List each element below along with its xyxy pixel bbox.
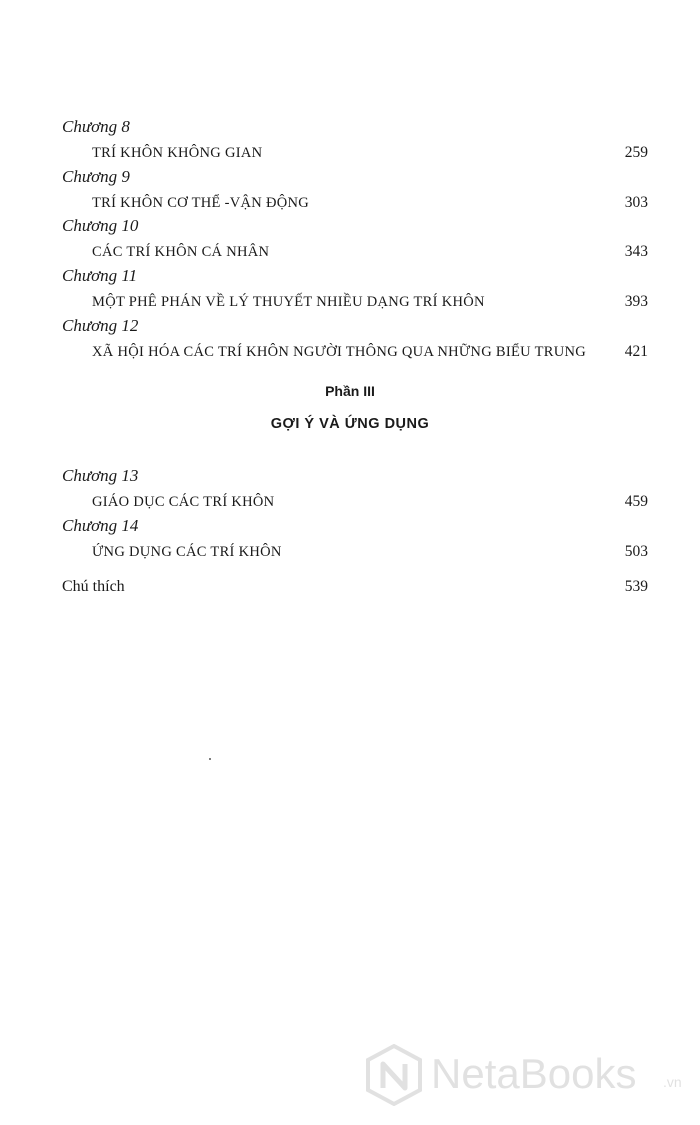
chapter-label: Chương 9 <box>62 167 130 186</box>
chapter-label: Chương 14 <box>62 516 139 535</box>
page-number: 343 <box>624 243 648 260</box>
chapter-label: Chương 10 <box>62 216 139 235</box>
page-number: 259 <box>624 144 648 161</box>
chapter-label: Chương 12 <box>62 316 139 335</box>
page-number: 393 <box>624 293 648 310</box>
toc-entry[interactable] <box>92 143 648 163</box>
toc-entry[interactable] <box>92 242 648 262</box>
netabooks-logo-icon <box>363 1044 425 1106</box>
part-label: Phần III <box>325 383 375 399</box>
notes-title: Chú thích <box>62 578 125 595</box>
watermark-suffix: .vn <box>663 1074 682 1090</box>
chapter-title: XÃ HỘI HÓA CÁC TRÍ KHÔN NGƯỜI THÔNG QUA NHỮNG BIỂU TRUNG <box>92 344 587 360</box>
page-number: 503 <box>624 543 648 560</box>
page-number: 303 <box>624 194 648 211</box>
chapter-label: Chương 13 <box>62 466 139 485</box>
part-title: GỢI Ý VÀ ỨNG DỤNG <box>270 416 430 432</box>
chapter-title: CÁC TRÍ KHÔN CÁ NHÂN <box>92 244 270 260</box>
chapter-label: Chương 8 <box>62 117 130 136</box>
chapter-title: GIÁO DỤC CÁC TRÍ KHÔN <box>92 494 275 510</box>
page-number: 421 <box>624 343 648 360</box>
toc-entry[interactable] <box>92 292 648 312</box>
chapter-label: Chương 11 <box>62 266 138 285</box>
toc-entry[interactable] <box>92 492 648 512</box>
chapter-title: TRÍ KHÔN KHÔNG GIAN <box>92 145 263 161</box>
watermark-brand: NetaBooks <box>431 1050 637 1097</box>
chapter-title: MỘT PHÊ PHÁN VỀ LÝ THUYẾT NHIỀU DẠNG TRÍ KHÔN <box>92 294 485 310</box>
toc-entry-notes[interactable] <box>62 577 648 597</box>
chapter-title: TRÍ KHÔN CƠ THỂ -VẬN ĐỘNG <box>92 195 310 211</box>
page-number: 539 <box>624 578 648 595</box>
toc-entry[interactable] <box>92 342 648 362</box>
chapter-title: ỨNG DỤNG CÁC TRÍ KHÔN <box>92 544 282 560</box>
toc-entry[interactable] <box>92 542 648 562</box>
print-speck <box>209 758 211 760</box>
watermark <box>363 1040 693 1110</box>
toc-entry[interactable] <box>92 193 648 213</box>
page-number: 459 <box>624 493 648 510</box>
